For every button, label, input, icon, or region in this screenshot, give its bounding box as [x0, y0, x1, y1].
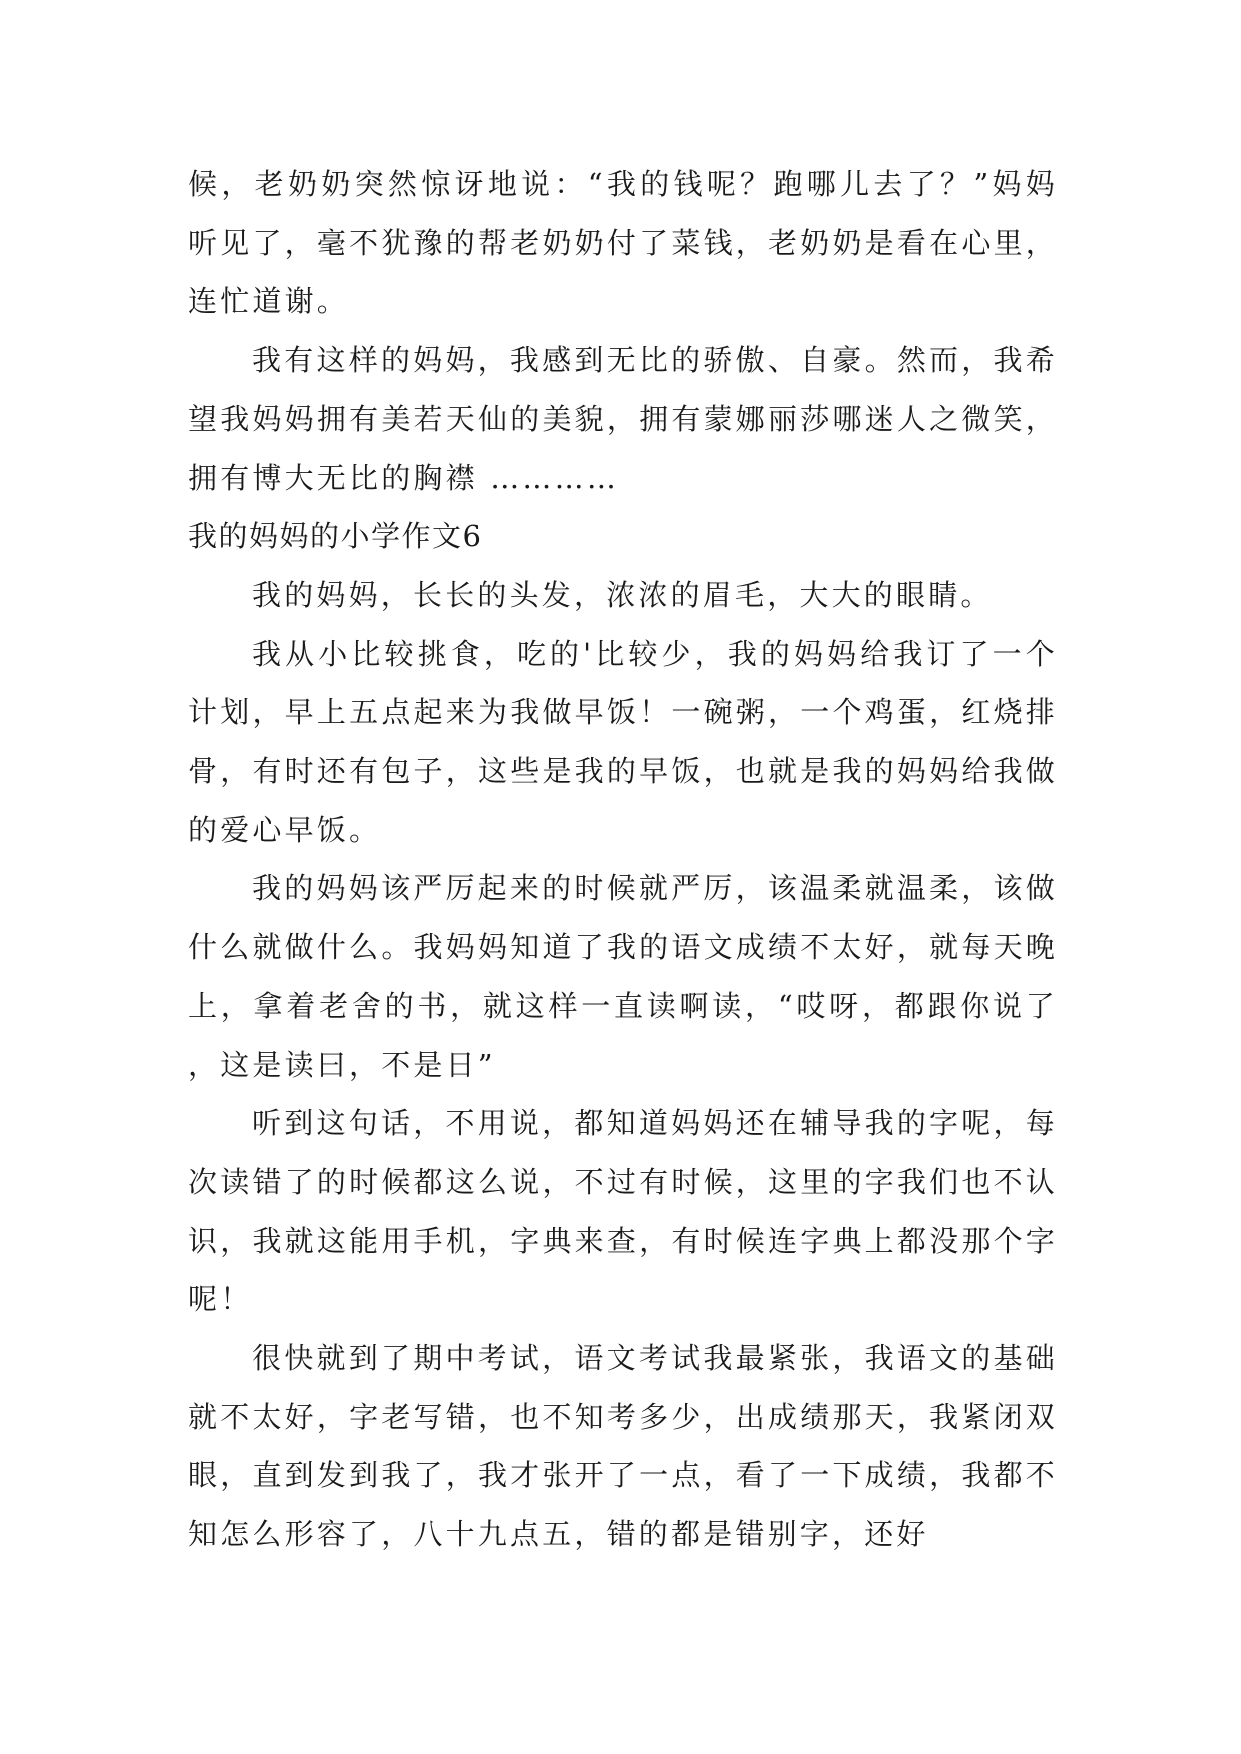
section-heading: 我的妈妈的小学作文6: [188, 519, 483, 554]
paragraph: 很快就到了期中考试，语文考试我最紧张，我语文的基础就不太好，字老写错，也不知考多少，出成绩那天，我紧闭双眼，直到发到我了，我才张开了一点，看了一下成绩，我都不知怎么形容了，八十九点五，错的都是错别字，还好: [188, 1341, 1058, 1552]
paragraph: 候，老奶奶突然惊讶地说：“我的钱呢？跑哪儿去了？”妈妈听见了，毫不犹豫的帮老奶奶付了菜钱，老奶奶是看在心里，连忙道谢。: [188, 167, 1058, 319]
paragraph: 听到这句话，不用说，都知道妈妈还在辅导我的字呢，每次读错了的时候都这么说，不过有时候，这里的字我们也不认识，我就这能用手机，字典来查，有时候连字典上都没那个字呢！: [188, 1106, 1058, 1317]
paragraph: 我的妈妈，长长的头发，浓浓的眉毛，大大的眼睛。: [252, 577, 993, 612]
paragraph: 我有这样的妈妈，我感到无比的骄傲、自豪。然而，我希望我妈妈拥有美若天仙的美貌，拥有蒙娜丽莎哪迷人之微笑，拥有博大无比的胸襟 …………: [188, 343, 1058, 495]
paragraph: 我的妈妈该严厉起来的时候就严厉，该温柔就温柔，该做什么就做什么。我妈妈知道了我的语文成绩不太好，就每天晚上，拿着老舍的书，就这样一直读啊读，“哎呀，都跟你说了，这是读曰，不是日”: [188, 871, 1058, 1082]
paragraph: 我从小比较挑食，吃的'比较少，我的妈妈给我订了一个计划，早上五点起来为我做早饭！一碗粥，一个鸡蛋，红烧排骨，有时还有包子，这些是我的早饭，也就是我的妈妈给我做的爱心早饭。: [188, 636, 1058, 847]
document-body: [188, 155, 1058, 1564]
